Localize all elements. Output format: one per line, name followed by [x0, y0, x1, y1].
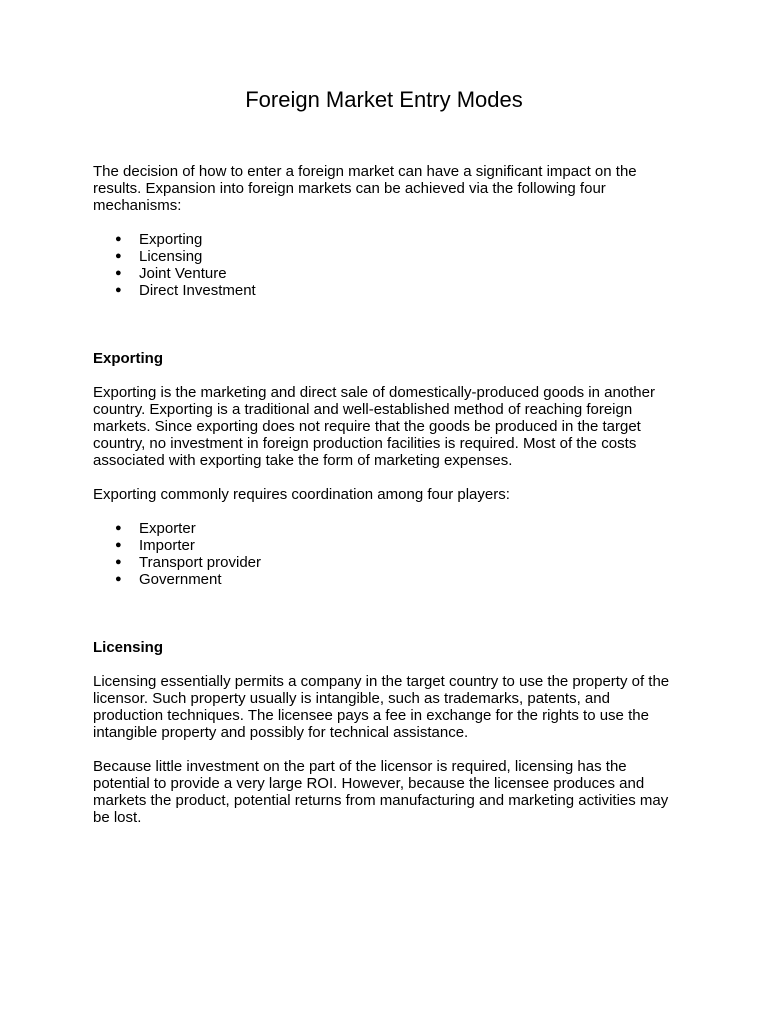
players-list: [93, 520, 683, 588]
exporting-paragraph-2: Exporting commonly requires coordination among four players:: [93, 486, 510, 503]
licensing-paragraph-2: Because little investment on the part of the licensor is required, licensing has the potential to provide a very large ROI. However, because the licensee produces and markets the product, potential returns from manufacturing and marketing activities may be lost.: [93, 758, 669, 826]
exporting-paragraph-1: Exporting is the marketing and direct sale of domestically-produced goods in another country. Exporting is a traditional and well-established method of reaching foreign markets. Since exporting does not require that the goods be produced in the target country, no investment in foreign production facilities is required. Most of the costs associated with exporting take the form of marketing expenses.: [93, 384, 655, 469]
licensing-heading: Licensing: [93, 639, 164, 656]
list-item: ● Direct Investment: [115, 282, 256, 299]
bullet-icon: ●: [115, 573, 122, 585]
bullet-icon: ●: [115, 522, 122, 534]
intro-paragraph: The decision of how to enter a foreign market can have a significant impact on the results. Expansion into foreign markets can be achieved via the following four mechanisms:: [93, 163, 637, 214]
bullet-icon: ●: [115, 284, 122, 296]
document-body: [93, 163, 683, 826]
list-item: ● Joint Venture: [115, 265, 227, 282]
bullet-icon: ●: [115, 556, 122, 568]
list-item: ● Government: [115, 571, 222, 588]
exporting-heading: Exporting: [93, 350, 163, 367]
bullet-icon: ●: [115, 250, 122, 262]
document-title: Foreign Market Entry Modes: [245, 87, 523, 112]
bullet-icon: ●: [115, 233, 122, 245]
bullet-icon: ●: [115, 267, 122, 279]
list-item: ● Licensing: [115, 248, 203, 265]
list-item: ● Transport provider: [115, 554, 261, 571]
bullet-icon: ●: [115, 539, 122, 551]
licensing-paragraph-1: Licensing essentially permits a company in the target country to use the property of the licensor. Such property usually is intangible, such as trademarks, patents, and production techniques. The licensee pays a fee in exchange for the rights to use the intangible property and possibly for technical assistance.: [93, 673, 670, 741]
list-item: ● Exporting: [115, 231, 203, 248]
list-item: ● Importer: [115, 537, 195, 554]
list-item: ● Exporter: [115, 520, 196, 537]
mechanisms-list: [93, 231, 683, 299]
